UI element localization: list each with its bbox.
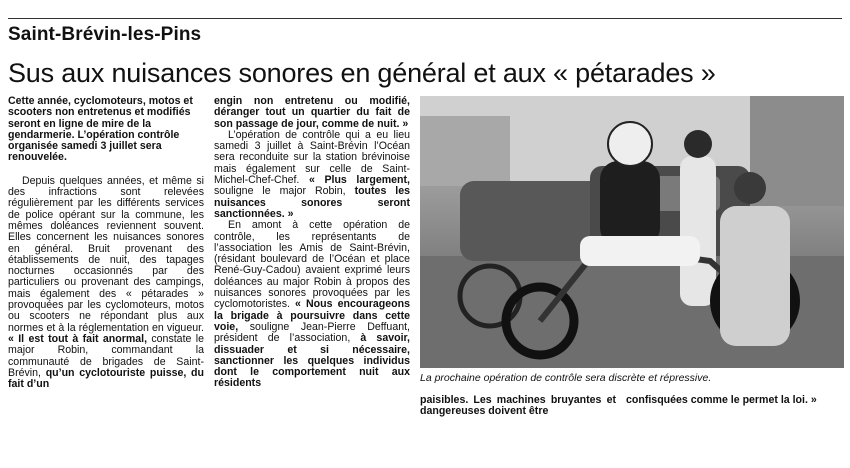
section-kicker: Saint-Brévin-les-Pins <box>8 24 202 45</box>
paragraph-2-text-b: souligne le major Robin, <box>214 185 355 198</box>
paragraph-1 <box>8 176 204 391</box>
column-3-text: paisibles. Les machines bruyantes et dangereuses doivent être <box>420 394 616 418</box>
quote-3: « Nous encourageons la brigade à poursuivre dans cette voie, <box>214 298 410 333</box>
paragraph-2 <box>214 130 410 220</box>
column-4-text: confisquées comme le permet la loi. » <box>626 394 817 406</box>
paragraph-3 <box>214 220 410 389</box>
article-column-2 <box>214 96 410 464</box>
quote-2: « Plus largement, <box>308 174 410 187</box>
paragraph-3-text: En amont à cette opération de contrôle, les représentants de l’association les Amis de Saint-Brévin, (résidant boulevard de l’Océan et place René-Guy-Cadou) avaient exprimé leurs doléances au major Robin à propos des nuisances sonores provoquées par les cyclomotoristes. <box>214 219 410 311</box>
article-column-1 <box>8 96 204 464</box>
article-headline: Sus aux nuisances sonores en général et aux « pétarades » <box>8 58 716 88</box>
top-rule <box>8 18 842 19</box>
article-lead: Cette année, cyclomoteurs, motos et scooters non entretenus et modifiés seront en ligne de mire de la gendarmerie. L’opération contrôle organisée samedi 3 juillet sera renouvelée. <box>8 96 193 164</box>
photo-illustration <box>420 96 844 368</box>
quote-continued: engin non entretenu ou modifié, déranger tout un quartier du fait de son passage de jour, comme de nuit. » <box>214 96 410 130</box>
photo-caption: La prochaine opération de contrôle sera discrète et répressive. <box>420 372 712 384</box>
paragraph-1-text: Depuis quelques années, et même si des infractions sont relevées régulièrement par les différents services de police opérant sur la commune, les mêmes doléances reviennent souvent. Elles concernent les nuisances sonores en général. Bruit provenant des établissements de nuit, des tapages nocturnes occasionnés par des particuliers ou provenant des campings, mais également des « pétarades » provoquées par les cyclomoteurs, motos ou scooters ne répondant plus aux normes et à la réglementation en vigueur. <box>8 174 204 334</box>
quote-1: « Il est tout à fait anormal, <box>8 332 148 345</box>
article-photo <box>420 96 844 368</box>
article-column-3 <box>420 395 616 418</box>
quote-3b: à savoir, dissuader et si nécessaire, sanctionner les quelques individus dont le comportement nuit aux résidents <box>214 332 410 390</box>
quote-1b: qu’un cyclotouriste puisse, du fait d’un <box>8 366 204 391</box>
paragraph-2-text: L’opération de contrôle qui a eu lieu samedi 3 juillet à Saint-Brévin l’Océan sera reconduite sur la station brévinoise mais également sur celle de Saint-Michel-Chef-Chef. <box>214 128 410 187</box>
quote-2b: toutes les nuisances sonores seront sanctionnées. » <box>214 185 410 220</box>
paragraph-3-text-b: souligne Jean-Pierre Deffuant, président de l’association, <box>214 320 410 345</box>
paragraph-1-text-b: constate le major Robin, commandant la communauté de brigades de Saint-Brévin, <box>8 332 204 379</box>
article-column-4 <box>626 395 844 406</box>
